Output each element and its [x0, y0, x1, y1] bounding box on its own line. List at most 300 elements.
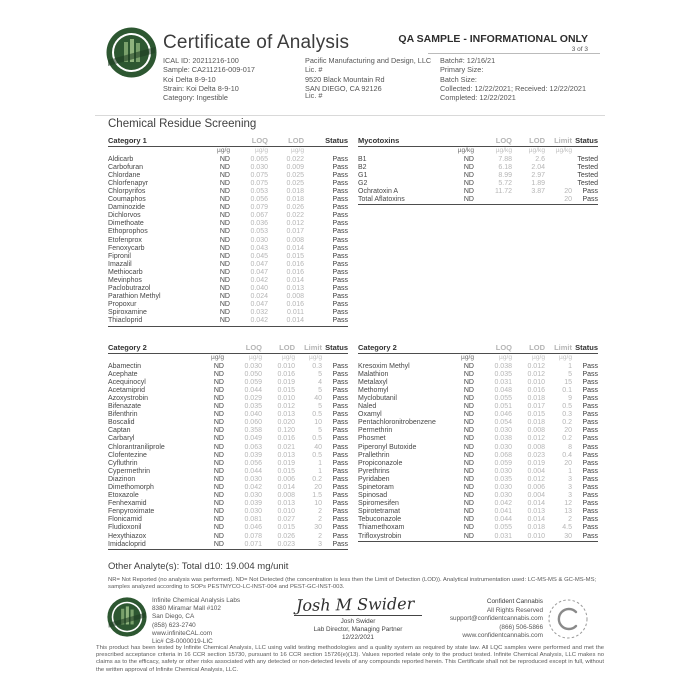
- info-line: Koi Delta 8-9-10: [163, 74, 216, 84]
- lod-value: 0.013: [277, 500, 295, 508]
- analyte-name: Pyridaben: [358, 475, 390, 483]
- limit-value: 15: [564, 378, 572, 386]
- table-title: Category 2: [358, 343, 397, 352]
- status-value: Pass: [582, 419, 598, 427]
- table-row: [108, 403, 348, 411]
- limit-value: 0.2: [562, 435, 572, 443]
- limit-value: 3: [568, 492, 572, 500]
- analyte-name: Azoxystrobin: [108, 394, 149, 402]
- status-value: Pass: [582, 451, 598, 459]
- table-row: [358, 411, 598, 419]
- confident-cannabis-brand: Confident Cannabis: [486, 598, 543, 605]
- other-analytes: Other Analyte(s): Total d10: 19.004 mg/unit: [108, 561, 289, 572]
- lab-logo-footer-icon: [107, 597, 147, 637]
- table-row: [108, 427, 348, 435]
- lod-header: LOD: [529, 343, 545, 352]
- status-value: Pass: [582, 532, 598, 540]
- lod-value: 0.014: [277, 484, 295, 491]
- status-header: Status: [575, 343, 598, 352]
- signer-name: Josh Swider: [340, 618, 376, 625]
- status-value: Pass: [332, 260, 348, 268]
- analyte-name: Etofenprox: [108, 236, 142, 244]
- result-value: ND: [463, 163, 474, 171]
- status-header: Status: [325, 343, 348, 352]
- info-line: Pacific Manufacturing and Design, LLC: [305, 56, 432, 65]
- limit-value: 0.2: [312, 475, 322, 483]
- table-row: [108, 516, 348, 524]
- table-row: [108, 444, 348, 452]
- table-row: [358, 533, 598, 542]
- analyte-name: Parathion Methyl: [108, 293, 161, 301]
- status-value: Pass: [332, 163, 348, 171]
- result-value: ND: [213, 378, 224, 386]
- result-value: ND: [213, 419, 224, 427]
- result-value: ND: [213, 484, 224, 491]
- lod-value: 0.015: [527, 411, 545, 419]
- status-value: Pass: [582, 475, 598, 483]
- result-value: ND: [219, 196, 230, 204]
- limit-value: 2: [318, 508, 322, 516]
- table-row: [358, 516, 598, 524]
- status-value: Tested: [577, 155, 598, 163]
- table-row: [108, 172, 348, 180]
- result-value: ND: [463, 435, 474, 443]
- analyte-name: Thiacloprid: [108, 317, 143, 325]
- loq-unit: µg/g: [249, 354, 262, 361]
- status-value: Pass: [582, 386, 598, 394]
- limit-value: 0.2: [562, 419, 572, 427]
- status-value: Pass: [582, 196, 598, 204]
- status-value: Pass: [582, 394, 598, 402]
- section-title: Chemical Residue Screening: [108, 118, 257, 130]
- table-row: [108, 180, 348, 188]
- confident-cannabis-logo: [548, 599, 588, 639]
- table-row: [358, 395, 598, 403]
- lab-logo-icon: [106, 27, 157, 78]
- analyte-name: Cyfluthrin: [108, 459, 138, 467]
- status-value: Pass: [332, 293, 348, 301]
- table-header-row: [358, 342, 598, 354]
- status-value: Pass: [582, 187, 598, 195]
- status-value: Pass: [332, 204, 348, 212]
- result-value: ND: [463, 443, 474, 451]
- lod-value: 0.013: [527, 508, 545, 516]
- table-row: [358, 180, 598, 188]
- analyte-name: Methiocarb: [108, 268, 143, 276]
- lod-value: 0.019: [277, 459, 295, 467]
- analyte-name: Trifloxystrobin: [358, 532, 402, 540]
- lod-value: 0.018: [286, 187, 304, 195]
- lod-value: 0.015: [277, 467, 295, 475]
- info-line: Strain: Koi Delta 8-9-10: [163, 83, 239, 93]
- table-row: [108, 228, 348, 236]
- loq-value: 0.079: [250, 204, 268, 212]
- analyte-name: Aldicarb: [108, 155, 134, 163]
- status-value: Pass: [332, 459, 348, 467]
- result-value: ND: [219, 317, 230, 325]
- limit-value: 2: [568, 516, 572, 524]
- table-row: [358, 427, 598, 435]
- analyte-name: B1: [358, 155, 367, 163]
- table-row: [358, 500, 598, 508]
- lod-value: 0.012: [527, 435, 545, 443]
- limit-header: Limit: [554, 343, 572, 352]
- loq-value: 0.047: [250, 268, 268, 276]
- analyte-name: Spiromesifen: [358, 500, 399, 508]
- result-value: ND: [463, 451, 474, 459]
- analyte-name: Metalaxyl: [358, 378, 388, 386]
- lod-value: 0.022: [286, 155, 304, 163]
- result-value: ND: [219, 252, 230, 260]
- limit-value: 13: [564, 508, 572, 516]
- lod-value: 0.014: [286, 317, 304, 325]
- status-value: Pass: [332, 362, 348, 370]
- status-value: Pass: [582, 459, 598, 467]
- result-value: ND: [463, 532, 474, 540]
- mycotoxins-table: [358, 135, 598, 205]
- table-row: [108, 164, 348, 172]
- loq-value: 0.075: [250, 171, 268, 179]
- status-value: Pass: [332, 403, 348, 411]
- analyte-name: Clofentezine: [108, 451, 147, 459]
- limit-value: 1.5: [312, 492, 322, 500]
- info-line: Lic# C8-0000019-LIC: [152, 638, 213, 646]
- lod-value: 0.008: [286, 236, 304, 244]
- status-value: Pass: [582, 484, 598, 491]
- limit-value: 20: [564, 187, 572, 195]
- table-row: [358, 156, 598, 164]
- analyte-name: Imidacloprid: [108, 540, 146, 548]
- loq-value: 0.041: [494, 508, 512, 516]
- table-row: [108, 468, 348, 476]
- lod-value: 0.010: [277, 394, 295, 402]
- batch-info: [440, 56, 586, 102]
- status-value: Pass: [582, 378, 598, 386]
- status-value: Pass: [332, 309, 348, 317]
- limit-value: 0.3: [312, 362, 322, 370]
- loq-value: 0.050: [244, 370, 262, 378]
- analyte-name: Acetamiprid: [108, 386, 145, 394]
- table-row: [358, 363, 598, 371]
- limit-value: 2: [318, 516, 322, 524]
- analyte-name: Acequinocyl: [108, 378, 146, 386]
- table-units-row: [108, 147, 348, 156]
- table-row: [108, 419, 348, 427]
- table-row: [358, 524, 598, 532]
- table-row: [108, 309, 348, 317]
- lod-value: 0.025: [286, 179, 304, 187]
- loq-value: 0.042: [250, 317, 268, 325]
- loq-value: 0.030: [494, 467, 512, 475]
- loq-value: 0.047: [250, 260, 268, 268]
- info-line: 8380 Miramar Mall #102: [152, 605, 221, 613]
- limit-value: 5: [568, 370, 572, 378]
- lod-value: 2.97: [531, 171, 545, 179]
- table-row: [358, 452, 598, 460]
- analyte-name: Dimethomorph: [108, 484, 154, 491]
- loq-value: 0.042: [244, 484, 262, 491]
- lod-value: 0.017: [527, 403, 545, 411]
- lod-value: 0.009: [286, 163, 304, 171]
- lod-value: 0.010: [527, 378, 545, 386]
- table-row: [108, 237, 348, 245]
- status-header: Status: [325, 136, 348, 145]
- result-value: ND: [219, 163, 230, 171]
- limit-value: 1: [568, 362, 572, 370]
- analyte-name: Pentachloronitrobenzene: [358, 419, 436, 427]
- result-value: ND: [219, 244, 230, 252]
- analyte-name: Fenpyroximate: [108, 508, 155, 516]
- lod-value: 0.018: [527, 524, 545, 532]
- loq-value: 5.72: [498, 179, 512, 187]
- status-value: Pass: [332, 516, 348, 524]
- status-value: Pass: [332, 187, 348, 195]
- analyte-name: Chlordane: [108, 171, 141, 179]
- client-license-2: Lic. #: [305, 91, 323, 100]
- table-row: [108, 363, 348, 371]
- lod-value: 0.016: [286, 260, 304, 268]
- result-value: ND: [213, 467, 224, 475]
- loq-value: 0.071: [244, 540, 262, 548]
- limit-value: 5: [318, 370, 322, 378]
- loq-value: 11.72: [495, 187, 512, 195]
- info-line: All Rights Reserved: [486, 606, 543, 614]
- loq-value: 0.030: [494, 443, 512, 451]
- limit-value: 10: [314, 500, 322, 508]
- table-row: [108, 156, 348, 164]
- table-row: [108, 261, 348, 269]
- limit-unit: µg/kg: [555, 147, 572, 154]
- table-row: [358, 508, 598, 516]
- lod-header: LOD: [529, 136, 545, 145]
- lod-value: 0.004: [527, 467, 545, 475]
- analyte-name: Permethrin: [358, 427, 393, 435]
- status-value: Pass: [582, 435, 598, 443]
- status-value: Pass: [332, 443, 348, 451]
- lod-value: 0.016: [286, 268, 304, 276]
- analyte-name: Spinosad: [358, 492, 388, 500]
- status-value: Pass: [582, 427, 598, 435]
- analyte-name: Kresoxim Methyl: [358, 362, 410, 370]
- limit-value: 20: [564, 427, 572, 435]
- limit-value: 20: [314, 484, 322, 491]
- result-value: ND: [213, 451, 224, 459]
- table-row: [358, 435, 598, 443]
- result-value: ND: [463, 171, 474, 179]
- loq-value: 0.039: [244, 451, 262, 459]
- lod-value: 0.013: [277, 451, 295, 459]
- result-value: ND: [219, 285, 230, 293]
- status-value: Pass: [332, 435, 348, 443]
- qa-banner: QA SAMPLE - INFORMATIONAL ONLY: [398, 33, 588, 45]
- lod-value: 2.6: [535, 155, 545, 163]
- limit-value: 12: [564, 500, 572, 508]
- loq-value: 0.078: [244, 532, 262, 540]
- result-value: ND: [213, 394, 224, 402]
- result-value: ND: [219, 301, 230, 309]
- table-row: [108, 460, 348, 468]
- lod-value: 0.120: [277, 427, 295, 435]
- result-value: ND: [213, 508, 224, 516]
- result-value: ND: [463, 403, 474, 411]
- analyte-name: Hexythiazox: [108, 532, 147, 540]
- loq-value: 0.035: [494, 370, 512, 378]
- lod-value: 0.013: [286, 285, 304, 293]
- status-value: Pass: [332, 268, 348, 276]
- analyte-name: Spirotetramat: [358, 508, 401, 516]
- lod-unit: µg/g: [291, 147, 304, 154]
- status-value: Pass: [332, 540, 348, 548]
- table-row: [108, 500, 348, 508]
- loq-value: 0.042: [494, 500, 512, 508]
- table-row: [108, 379, 348, 387]
- result-value: ND: [219, 236, 230, 244]
- result-value: ND: [213, 443, 224, 451]
- status-value: Pass: [332, 244, 348, 252]
- result-unit: µg/g: [211, 354, 224, 361]
- loq-value: 0.051: [494, 403, 512, 411]
- result-value: ND: [213, 386, 224, 394]
- table-row: [108, 476, 348, 484]
- lod-value: 0.018: [286, 196, 304, 204]
- analyte-name: Captan: [108, 427, 131, 435]
- table-row: [108, 285, 348, 293]
- analyte-name: Pyrethrins: [358, 467, 390, 475]
- analyte-name: G1: [358, 171, 368, 179]
- table-title: Category 2: [108, 343, 147, 352]
- table-row: [108, 245, 348, 253]
- analyte-name: Fipronil: [108, 252, 131, 260]
- result-value: ND: [463, 459, 474, 467]
- loq-value: 0.043: [250, 244, 268, 252]
- limit-value: 20: [564, 196, 572, 204]
- loq-value: 6.18: [498, 163, 512, 171]
- analyte-name: Fenhexamid: [108, 500, 147, 508]
- table-row: [108, 212, 348, 220]
- loq-value: 7.88: [498, 155, 512, 163]
- signature-date: 12/22/2021: [342, 634, 374, 641]
- analyte-name: Malathion: [358, 370, 389, 378]
- status-value: Pass: [332, 236, 348, 244]
- status-value: Pass: [332, 277, 348, 284]
- result-value: ND: [463, 427, 474, 435]
- analyte-name: Mevinphos: [108, 277, 142, 284]
- status-value: Pass: [582, 411, 598, 419]
- info-line: Infinite Chemical Analysis Labs: [152, 597, 241, 604]
- table-title: Mycotoxins: [358, 136, 400, 145]
- table-row: [108, 371, 348, 379]
- table-row: [358, 444, 598, 452]
- loq-value: 0.045: [250, 252, 268, 260]
- analyte-name: Propiconazole: [358, 459, 403, 467]
- table-row: [358, 371, 598, 379]
- analyte-name: Daminozide: [108, 204, 145, 212]
- table-row: [108, 317, 348, 326]
- table-row: [108, 196, 348, 204]
- analyte-name: Ochratoxin A: [358, 187, 399, 195]
- limit-value: 3: [568, 484, 572, 491]
- status-value: Pass: [332, 285, 348, 293]
- result-value: ND: [463, 467, 474, 475]
- lod-value: 0.010: [277, 508, 295, 516]
- status-value: Pass: [332, 252, 348, 260]
- lod-value: 0.014: [286, 277, 304, 284]
- limit-value: 0.5: [312, 435, 322, 443]
- analyte-name: Myclobutanil: [358, 394, 397, 402]
- loq-value: 0.030: [250, 236, 268, 244]
- loq-value: 0.031: [494, 378, 512, 386]
- page-title: Certificate of Analysis: [163, 32, 350, 53]
- status-value: Pass: [582, 492, 598, 500]
- lod-value: 0.015: [286, 252, 304, 260]
- status-value: Pass: [332, 427, 348, 435]
- lod-value: 0.010: [527, 532, 545, 540]
- lod-value: 0.008: [527, 427, 545, 435]
- info-line: Batch#: 12/16/21: [440, 56, 496, 65]
- lod-value: 0.012: [527, 475, 545, 483]
- result-value: ND: [219, 220, 230, 228]
- analyte-name: Thiamethoxam: [358, 524, 405, 532]
- result-value: ND: [463, 508, 474, 516]
- status-value: Pass: [332, 317, 348, 325]
- result-value: ND: [213, 362, 224, 370]
- analyte-name: Cypermethrin: [108, 467, 151, 475]
- table-row: [358, 476, 598, 484]
- section-divider: [95, 115, 605, 116]
- status-value: Pass: [332, 411, 348, 419]
- loq-value: 0.081: [244, 516, 262, 524]
- lod-value: 0.012: [286, 220, 304, 228]
- lod-value: 0.021: [277, 443, 295, 451]
- limit-value: 40: [314, 394, 322, 402]
- status-value: Pass: [582, 362, 598, 370]
- loq-value: 0.044: [244, 386, 262, 394]
- table-row: [108, 452, 348, 460]
- loq-value: 0.031: [494, 532, 512, 540]
- loq-value: 0.068: [494, 451, 512, 459]
- loq-value: 0.048: [494, 386, 512, 394]
- result-value: ND: [219, 277, 230, 284]
- table-row: [108, 492, 348, 500]
- status-value: Pass: [582, 508, 598, 516]
- lod-value: 0.008: [277, 492, 295, 500]
- confident-cannabis-lines: [423, 607, 543, 641]
- result-value: ND: [463, 362, 474, 370]
- limit-unit: µg/g: [559, 354, 572, 361]
- status-value: Pass: [332, 155, 348, 163]
- loq-value: 0.040: [244, 411, 262, 419]
- loq-value: 0.030: [494, 484, 512, 491]
- lod-value: 0.012: [527, 362, 545, 370]
- lod-value: 0.004: [527, 492, 545, 500]
- lod-value: 0.012: [277, 403, 295, 411]
- table-row: [358, 188, 598, 196]
- analyte-name: Carbofuran: [108, 163, 144, 171]
- loq-value: 0.063: [244, 443, 262, 451]
- result-value: ND: [219, 260, 230, 268]
- info-line: www.infiniteCAL.com: [152, 629, 213, 637]
- status-value: Pass: [332, 394, 348, 402]
- method-footnote: NR= Not Reported (no analysis was performed). ND= Not Detected (the concentration is less then the Limit of Detection (LOD)). Analytical instrumentation used: LC-MS-MS & GC-MS-MS; samples analyzed according to SOPs PESTMYCO-LC-INST-004 and PEST-GC-INST-003.: [108, 577, 597, 591]
- result-value: ND: [219, 171, 230, 179]
- loq-unit: µg/g: [499, 354, 512, 361]
- lod-value: 0.012: [527, 370, 545, 378]
- status-value: Pass: [582, 500, 598, 508]
- limit-value: 5: [318, 386, 322, 394]
- analyte-name: Abamectin: [108, 362, 142, 370]
- result-unit: µg/kg: [457, 147, 474, 154]
- lod-value: 0.015: [277, 386, 295, 394]
